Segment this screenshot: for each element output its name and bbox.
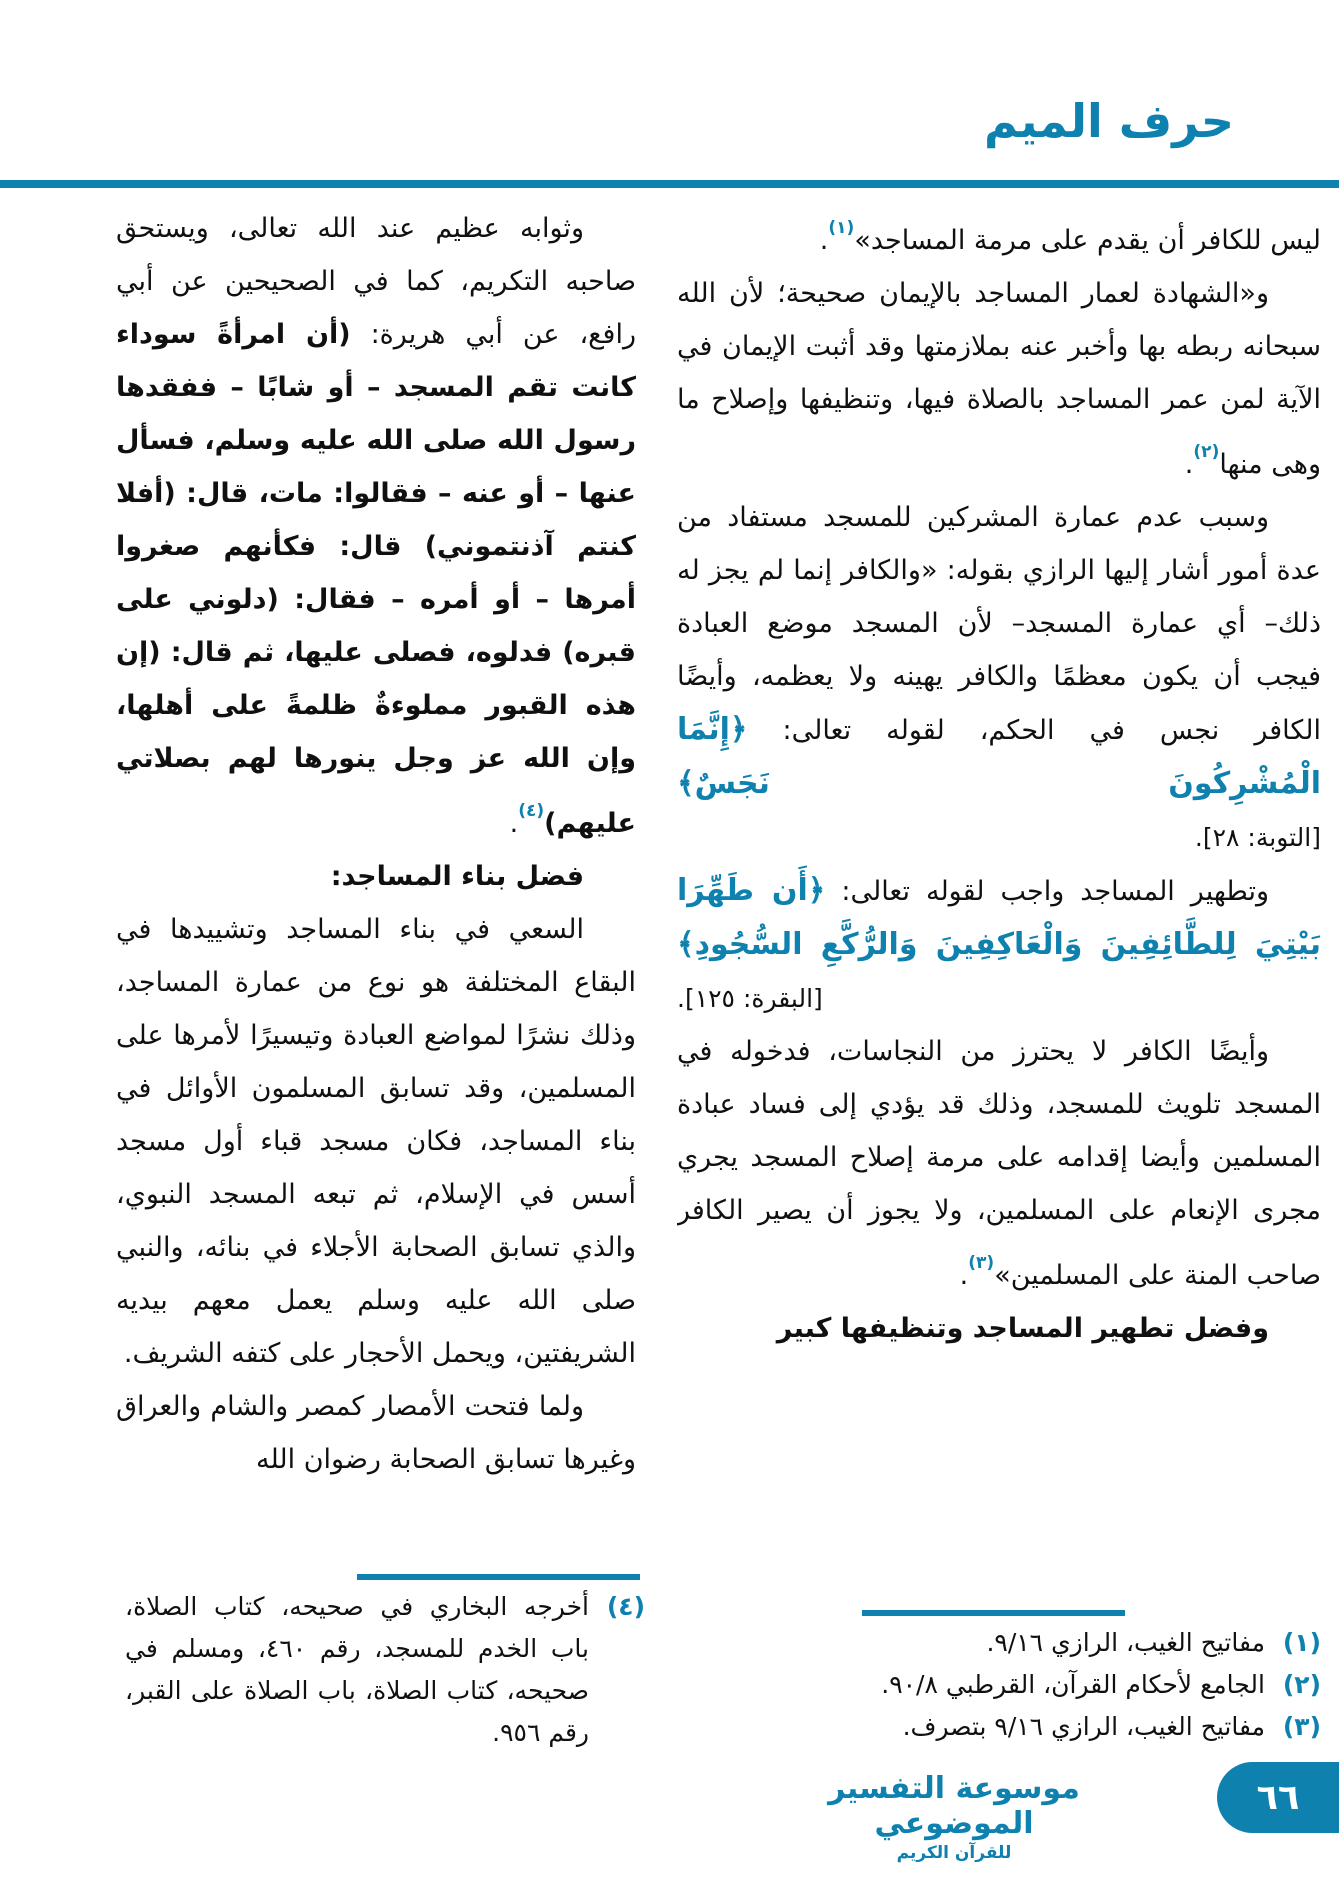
verse-citation: [التوبة: ٢٨]. [1194, 822, 1321, 852]
paragraph [677, 267, 1321, 491]
body-text: ولما فتحت الأمصار كمصر والشام والعراق وغيرها تسابق الصحابة رضوان الله [116, 1390, 636, 1475]
body-text: وتطهير المساجد واجب لقوله تعالى: [825, 875, 1269, 907]
footnote-number: (٣) [1282, 1712, 1321, 1741]
paragraph [116, 1380, 636, 1486]
body-text: وأيضًا الكافر لا يحترز من النجاسات، فدخوله في المسجد تلويث للمسجد، وذلك قد يؤدي إلى فساد عبادة المسلمين وأيضا إقدامه على مرمة إصلاح المسجد يجري مجرى الإنعام على المسلمين، ولا يجوز أن يصير الكافر صاحب المنة على المسلمين» [677, 1035, 1321, 1291]
publisher-logo-subtitle: للقرآن الكريم [896, 1843, 1012, 1863]
quran-verse: ﴿أَن طَهِّرَا بَيْتِيَ لِلطَّائِفِينَ وَالْعَاكِفِينَ وَالرُّكَّعِ السُّجُودِ﴾ [677, 872, 1321, 962]
body-text: . [819, 224, 829, 256]
text-columns [116, 202, 1321, 1607]
footnote-separator-right [862, 1610, 1125, 1616]
section-heading [116, 850, 636, 903]
paragraph [677, 202, 1321, 267]
footnote-text: مفاتيح الغيب، الرازي ٩/١٦. [986, 1628, 1265, 1657]
footnote [125, 1586, 645, 1754]
footnotes-right [677, 1622, 1321, 1748]
publisher-logo [758, 1772, 1150, 1864]
page-number-badge [1217, 1762, 1339, 1833]
quran-verse: ﴿إِنَّمَا الْمُشْرِكُونَ نَجَسٌ﴾ [677, 711, 1321, 801]
paragraph-with-verse [677, 864, 1321, 1025]
header-rule [0, 180, 1339, 188]
footnote-number: (١) [1282, 1628, 1321, 1657]
body-text: السعي في بناء المساجد وتشييدها في البقاع المختلفة هو نوع من عمارة المساجد، وذلك نشرًا لمواضع العبادة وتيسيرًا لأمرها على المسلمين، وقد تسابق المسلمون الأوائل في بناء المساجد، فكان مسجد قباء أول مسجد أسس في الإسلام، ثم تبعه المسجد النبوي، والذي تسابق الصحابة الأجلاء في بنائه، والنبي صلى الله عليه وسلم يعمل معهم بيديه الشريفتين، ويحمل الأحجار على كتفه الشريف. [116, 913, 636, 1369]
footnote-text: مفاتيح الغيب، الرازي ٩/١٦ بتصرف. [902, 1712, 1265, 1741]
body-text: . [1184, 448, 1194, 480]
body-text: وثوابه عظيم عند الله تعالى، ويستحق صاحبه التكريم، كما في الصحيحين عن أبي رافع، عن أبي هريرة: [116, 213, 636, 350]
paragraph [116, 202, 636, 850]
footnote-number: (٤) [606, 1592, 645, 1621]
footnote-ref: (٣) [968, 1252, 995, 1273]
footnote-ref: (١) [828, 218, 855, 238]
footnote-ref: (٢) [1193, 441, 1220, 462]
footnote-separator-left [357, 1574, 640, 1580]
body-text: ليس للكافر أن يقدم على مرمة المساجد» [854, 224, 1321, 256]
verse-citation: [البقرة: ١٢٥]. [677, 983, 823, 1013]
body-text: . [509, 807, 519, 839]
footnote [677, 1664, 1321, 1706]
footnote [677, 1706, 1321, 1748]
publisher-logo-title: موسوعة التفسير الموضوعي [828, 1771, 1080, 1841]
footnote-text: أخرجه البخاري في صحيحه، كتاب الصلاة، باب الخدم للمسجد، رقم ٤٦٠، ومسلم في صحيحه، كتاب الصلاة، باب الصلاة على القبر، رقم ٩٥٦. [125, 1592, 589, 1747]
column-left [116, 202, 636, 1572]
bold-text: (أن امرأةً سوداء كانت تقم المسجد – أو شابًا – ففقدها رسول الله صلى الله عليه وسلم، فسأل عنها – أو عنه – فقالوا: مات، قال: (أفلا كنتم آذنتموني) قال: فكأنهم صغروا أمرها – أو أمره – فقال: (دلوني على قبره) فدلوه، فصلى عليها، ثم قال: (إن هذه القبور مملوءةٌ ظلمةً على أهلها، وإن الله عز وجل ينورها لهم بصلاتي عليهم) [116, 319, 636, 839]
footnote-text: الجامع لأحكام القرآن، القرطبي ٩٠/٨. [881, 1670, 1265, 1699]
body-text: و«الشهادة لعمار المساجد بالإيمان صحيحة؛ لأن الله سبحانه ربطه بها وأخبر عنه بملازمتها وقد أثبت الإيمان في الآية لمن عمر المساجد بالصلاة فيها، وتنظيفها وإصلاح ما وهى منها [677, 277, 1321, 480]
paragraph [677, 1025, 1321, 1302]
paragraph [116, 903, 636, 1380]
paragraph-with-verse [677, 491, 1321, 811]
column-right [677, 202, 1321, 1607]
bold-text: وفضل تطهير المساجد وتنظيفها كبير [776, 1312, 1269, 1344]
body-text: وسبب عدم عمارة المشركين للمسجد مستفاد من عدة أمور أشار إليها الرازي بقوله: «والكافر إنما لم يجز له ذلك– أي عمارة المسجد– لأن المسجد موضع العبادة فيجب أن يكون معظمًا والكافر يهينه ولا يعظمه، وأيضًا الكافر نجس في الحكم، لقوله تعالى: [677, 501, 1321, 746]
page-number: ٦٦ [1256, 1777, 1300, 1818]
verse-citation-line [677, 811, 1321, 864]
footnote [677, 1622, 1321, 1664]
footnote-ref: (٤) [518, 801, 545, 821]
bold-text: فضل بناء المساجد: [330, 860, 584, 892]
body-text: . [959, 1259, 969, 1291]
paragraph [677, 1302, 1321, 1355]
footnote-number: (٢) [1282, 1670, 1321, 1699]
chapter-title: حرف الميم [984, 94, 1234, 148]
footnotes-left [125, 1586, 645, 1754]
